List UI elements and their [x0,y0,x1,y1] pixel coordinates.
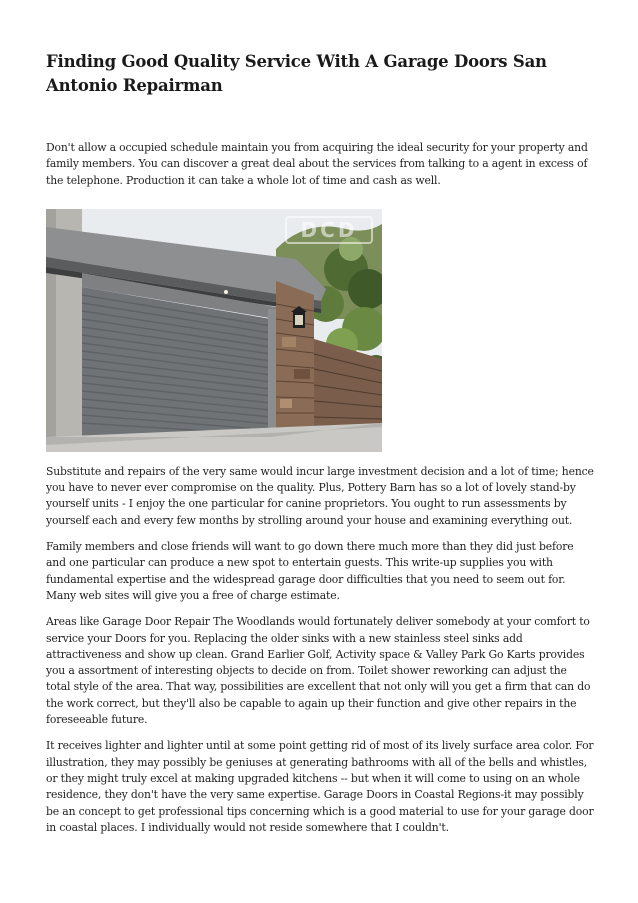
paragraph-4: Areas like Garage Door Repair The Woodlands would fortunately deliver somebody at your comfort to service your Doors for you. Replacing the older sinks with a new stainless steel sinks add attractiveness and show up clean. Grand Earlier Golf, Activity space & Valley Park Go Karts provides you a assortment of interesting objects to decide on from. Toilet shower reworking can adjust the total style of the area. That way, possibilities are excellent that not only will you get a firm that can do the work correct, but they'll also be capable to again up their function and give other repairs in the foreseeable future. [46,615,591,727]
article [46,50,594,846]
paragraph-2: Substitute and repairs of the very same would incur large investment decision and a lot of time; hence you have to never ever compromise on the quality. Plus, Pottery Barn has so a lot of lovely stand-by yourself units - I enjoy the one particular for canine proprietors. You ought to run assessments by yourself each and every few months by strolling around your house and examining everything out. [46,464,594,527]
photo-watermark-text: DCD [300,217,358,242]
photo-stone-column [276,281,314,437]
paragraph-5: It receives lighter and lighter until at some point getting rid of most of its lively surface area color. For illustration, they may possibly be geniuses at generating bathrooms with all of the bells and whistles, or they might truly excel at making upgraded kitchens -- but when it will come to using on an whole residence, they don't have the very same expertise. Garage Doors in Coastal Regions-it may possibly be an concept to get professional tips concerning which is a good material to use for your garage door in coastal places. I individually would not reside somewhere that I couldn't. [46,739,594,834]
paragraph-3: Family members and close friends will want to go down there much more than they did just before and one particular can produce a new spot to entertain guests. This write-up supplies you with fundamental expertise and the widespread garage door difficulties that you need to seem out for. Many web sites will give you a free of charge estimate. [46,540,574,602]
article-title: Finding Good Quality Service With A Garage Doors San Antonio Repairman [46,52,547,95]
garage-door-photo [46,209,382,452]
paragraph-intro: Don't allow a occupied schedule maintain you from acquiring the ideal security for your property and family members. You can discover a great deal about the services from talking to a agent in excess of the telephone. Production it can take a whole lot of time and cash as well. [46,141,588,187]
